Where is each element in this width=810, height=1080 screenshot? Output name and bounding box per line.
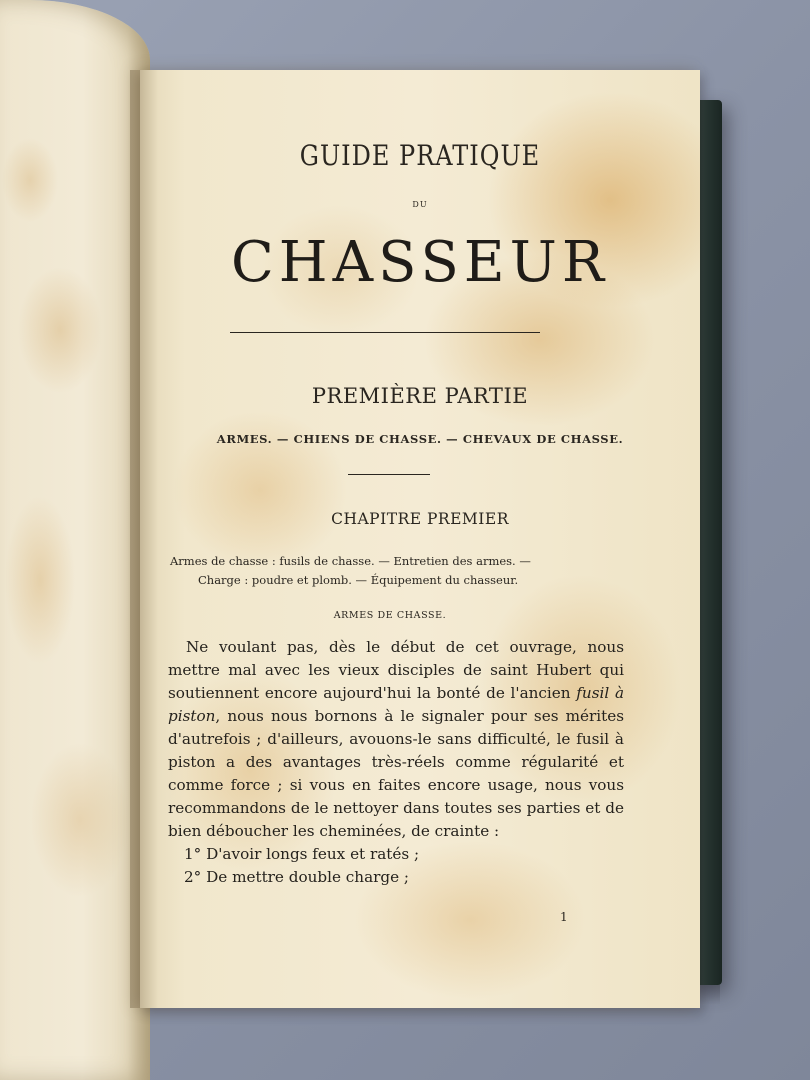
section-title: ARMES DE CHASSE. <box>333 610 447 621</box>
chapter-summary-line-1: Armes de chasse : fusils de chasse. — Entretien des armes. — <box>170 554 531 568</box>
left-page <box>0 0 150 1080</box>
gutter-shadow <box>130 70 158 1008</box>
left-page-bleed-through <box>30 70 130 270</box>
body-paragraph <box>168 636 624 843</box>
list-item-2: 2° De mettre double charge ; <box>184 868 410 886</box>
chapter-summary <box>170 552 630 590</box>
body-part-2: , nous nous bornons à le signaler pour ses mérites d'autrefois ; d'ailleurs, avouons-le sans difficulté, le fusil à piston a des avantages très-réels comme régularité et comme force ; si vous en faites encore usage, nous vous recommandons de le nettoyer dans toutes ses parties et de bien déboucher les cheminées, de crainte : <box>168 707 624 840</box>
list-item-1: 1° D'avoir longs feux et ratés ; <box>184 845 420 863</box>
part-subtitle: ARMES. — CHIENS DE CHASSE. — CHEVAUX DE CHASSE. <box>216 432 624 446</box>
title-du: DU <box>412 200 428 209</box>
right-page <box>140 70 700 1008</box>
part-rule <box>348 474 430 475</box>
title-rule <box>230 332 540 333</box>
page-number: 1 <box>560 910 568 924</box>
part-title: PREMIÈRE PARTIE <box>311 384 529 408</box>
body-part-1: Ne voulant pas, dès le début de cet ouvrage, nous mettre mal avec les vieux disciples de saint Hubert qui soutiennent encore aujourd'hui la bonté de l'ancien <box>168 638 624 702</box>
page-content <box>140 70 700 1008</box>
title-main: CHASSEUR <box>230 230 610 295</box>
body-text <box>168 636 624 889</box>
chapter-summary-line-2: Charge : poudre et plomb. — Équipement du chasseur. <box>198 573 519 587</box>
chapter-title: CHAPITRE PREMIER <box>331 510 509 528</box>
title-line-1: GUIDE PRATIQUE <box>299 139 541 173</box>
body-italic: fusil à piston <box>168 684 624 725</box>
